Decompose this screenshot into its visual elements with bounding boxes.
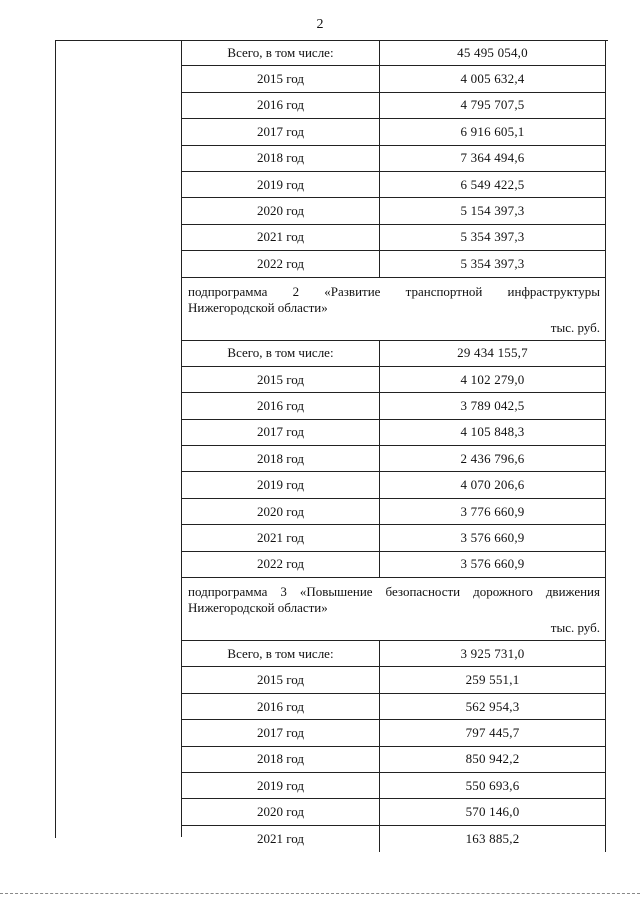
row-value: 259 551,1: [465, 672, 520, 688]
table-row: [182, 747, 606, 773]
row-value: 3 576 660,9: [460, 556, 525, 572]
row-label: 2020 год: [182, 198, 380, 223]
row-label: 2020 год: [182, 499, 380, 524]
row-label: 2015 год: [182, 367, 380, 392]
subprogram-2-title: подпрограмма 2 «Развитие транспортной инфраструктуры Нижегородской области»: [188, 283, 600, 315]
table-row: [182, 446, 606, 472]
row-value: 562 954,3: [465, 698, 520, 714]
row-label: Всего, в том числе:: [182, 40, 380, 65]
row-label: 2018 год: [182, 446, 380, 471]
table-row: [182, 720, 606, 746]
row-label: 2022 год: [182, 552, 380, 577]
row-value: 4 005 632,4: [460, 71, 525, 87]
subprogram-2-rows: [182, 341, 606, 579]
row-label: 2018 год: [182, 747, 380, 772]
row-value: 7 364 494,6: [460, 150, 525, 166]
row-value: 570 146,0: [465, 804, 520, 820]
row-value: 3 576 660,9: [460, 529, 525, 545]
table-row: [182, 667, 606, 693]
row-label: 2022 год: [182, 251, 380, 276]
table-row: [182, 420, 606, 446]
row-value: 4 102 279,0: [460, 371, 525, 387]
row-value: 45 495 054,0: [457, 44, 528, 60]
row-label: 2021 год: [182, 525, 380, 550]
subprogram-3-title: подпрограмма 3 «Повышение безопасности дорожного движения Нижегородской области»: [188, 584, 600, 616]
table-row: [182, 525, 606, 551]
table-row: [182, 393, 606, 419]
row-value: 4 795 707,5: [460, 97, 525, 113]
table-row: [182, 146, 606, 172]
subprogram-3-unit: тыс. руб.: [550, 620, 600, 636]
row-label: 2019 год: [182, 172, 380, 197]
table-row: [182, 641, 606, 667]
table-row: [182, 225, 606, 251]
subprogram-1-rows: [182, 40, 606, 278]
row-value: 4 070 206,6: [460, 477, 525, 493]
row-value: 3 776 660,9: [460, 503, 525, 519]
row-label: 2017 год: [182, 420, 380, 445]
subprogram-3-heading: [182, 578, 606, 641]
table-row: [182, 826, 606, 852]
row-label: 2017 год: [182, 119, 380, 144]
row-value: 6 549 422,5: [460, 176, 525, 192]
row-label: Всего, в том числе:: [182, 341, 380, 366]
table-row: [182, 367, 606, 393]
row-value: 4 105 848,3: [460, 424, 525, 440]
row-label: 2016 год: [182, 694, 380, 719]
row-label: 2017 год: [182, 720, 380, 745]
row-value: 2 436 796,6: [460, 450, 525, 466]
table-row: [182, 119, 606, 145]
row-label: 2016 год: [182, 393, 380, 418]
row-label: 2019 год: [182, 472, 380, 497]
table-row: [182, 40, 606, 66]
page-number: 2: [316, 17, 324, 32]
row-label: Всего, в том числе:: [182, 641, 380, 666]
page-bottom-edge: [0, 893, 640, 894]
row-value: 550 693,6: [465, 777, 520, 793]
table-row: [182, 66, 606, 92]
row-label: 2021 год: [182, 826, 380, 852]
row-label: 2021 год: [182, 225, 380, 250]
table-row: [182, 694, 606, 720]
row-label: 2018 год: [182, 146, 380, 171]
funding-table: [182, 40, 606, 852]
subprogram-3-rows: [182, 641, 606, 852]
row-label: 2015 год: [182, 667, 380, 692]
table-row: [182, 93, 606, 119]
table-row: [182, 251, 606, 277]
row-value: 3 925 731,0: [460, 645, 525, 661]
subprogram-2-unit: тыс. руб.: [550, 319, 600, 335]
table-row: [182, 552, 606, 578]
row-label: 2016 год: [182, 93, 380, 118]
row-label: 2019 год: [182, 773, 380, 798]
row-label: 2020 год: [182, 799, 380, 824]
row-value: 163 885,2: [465, 830, 520, 846]
row-value: 797 445,7: [465, 724, 520, 740]
row-value: 29 434 155,7: [457, 345, 528, 361]
row-value: 850 942,2: [465, 751, 520, 767]
row-value: 6 916 605,1: [460, 123, 525, 139]
row-label: 2015 год: [182, 66, 380, 91]
row-value: 5 154 397,3: [460, 203, 525, 219]
subprogram-2-heading: [182, 278, 606, 341]
table-row: [182, 799, 606, 825]
table-row: [182, 341, 606, 367]
table-row: [182, 172, 606, 198]
table-row: [182, 773, 606, 799]
table-row: [182, 198, 606, 224]
table-row: [182, 472, 606, 498]
row-value: 5 354 397,3: [460, 229, 525, 245]
row-value: 5 354 397,3: [460, 255, 525, 271]
table-row: [182, 499, 606, 525]
row-value: 3 789 042,5: [460, 397, 525, 413]
